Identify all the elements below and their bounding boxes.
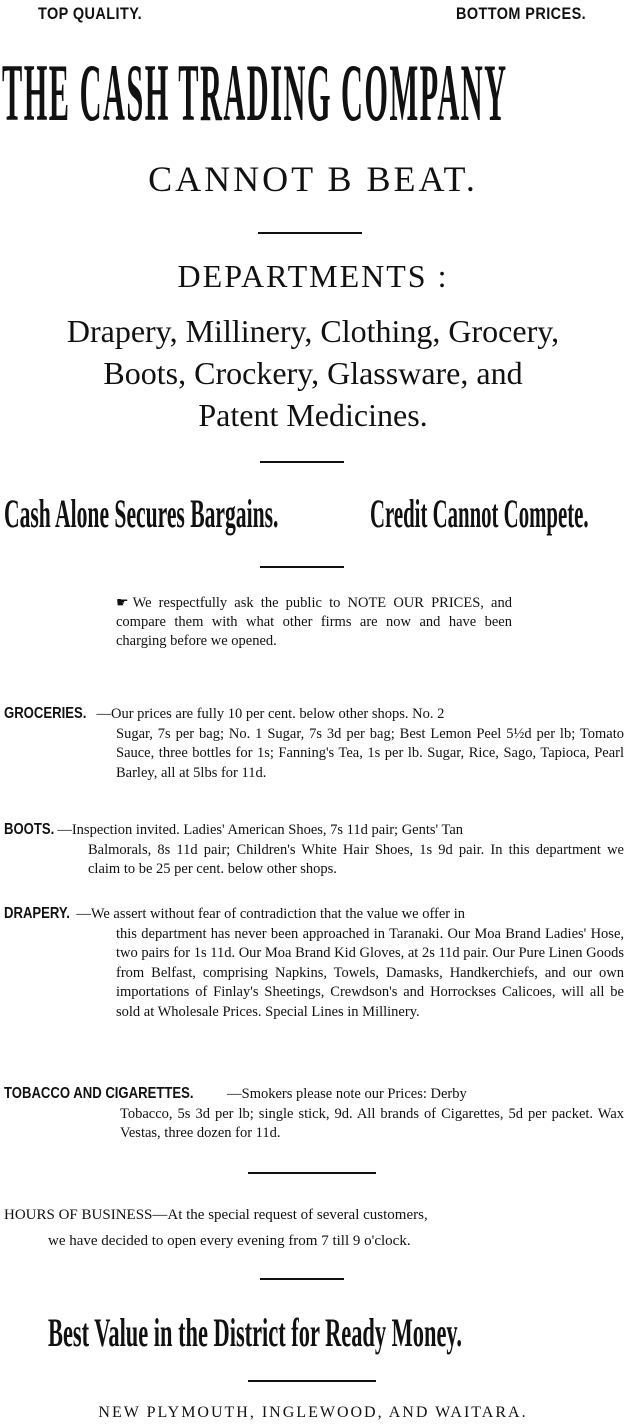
groceries-first-line: —Our prices are fully 10 per cent. below other shops. No. 2 <box>96 706 445 722</box>
towns-footer: NEW PLYMOUTH, INGLEWOOD, AND WAITARA. <box>98 1404 528 1421</box>
best-value-banner <box>0 1308 626 1358</box>
departments-line-1: Drapery, Millinery, Clothing, Grocery, <box>66 313 560 349</box>
divider <box>248 1380 376 1382</box>
drapery-body: this department has never been approached in Taranaki. Our Moa Brand Ladies' Hose, two pairs for 1s 11d. Our Moa Brand Kid Gloves, at 2s 11d pair. Our Pure Linen Goods from Belfast, comprising Napkins, Towels, Damasks, Handkerchiefs, and our own importations of Finlay's Sheetings, Crewdson's and Horrockses Calicoes, will all be sold at Wholesale Prices. Special Lines in Millinery. <box>116 925 624 1020</box>
departments-heading: DEPARTMENTS : <box>177 258 449 294</box>
divider <box>260 461 344 463</box>
top-quality-label: TOP QUALITY. <box>38 4 143 23</box>
departments-list <box>0 310 626 436</box>
top-banner <box>0 4 626 28</box>
tobacco-first-line: —Smokers please note our Prices: Derby <box>227 1086 467 1102</box>
boots-body: Balmorals, 8s 11d pair; Children's White Hair Shoes, 1s 9d pair. In this department we claim to be 25 per cent. below other shops. <box>88 841 624 877</box>
divider <box>260 566 344 568</box>
bottom-prices-label: BOTTOM PRICES. <box>455 4 586 23</box>
drapery-first-line: —We assert without fear of contradiction that the value we offer in <box>76 906 466 922</box>
boots-heading: BOOTS. <box>4 821 55 838</box>
pointing-hand-icon: ☛ <box>116 596 129 611</box>
notice-text: We respectfully ask the public to NOTE OUR PRICES, and compare them with what other firms are now and have been charging before we opened. <box>116 595 512 649</box>
tobacco-heading: TOBACCO AND CIGARETTES. <box>4 1085 194 1102</box>
boots-first-line: —Inspection invited. Ladies' American Shoes, 7s 11d pair; Gents' Tan <box>57 822 464 838</box>
divider <box>260 1278 344 1280</box>
notice-paragraph <box>116 594 512 651</box>
slogan-left: Cash Alone Secures Bargains. <box>4 491 279 536</box>
hours-line-2: we have decided to open every evening from 7 till 9 o'clock. <box>48 1233 411 1249</box>
divider <box>248 1172 376 1174</box>
departments-line-2: Boots, Crockery, Glassware, and <box>103 355 523 391</box>
groceries-section <box>4 704 624 783</box>
tobacco-body: Tobacco, 5s 3d per lb; single stick, 9d. All brands of Cigarettes, 5d per packet. Wax Vestas, three dozen for 11d. <box>120 1105 624 1141</box>
company-name: THE CASH TRADING COMPANY <box>2 47 508 138</box>
groceries-body: Sugar, 7s per bag; No. 1 Sugar, 7s 3d per bag; Best Lemon Peel 5½d per lb; Tomato Sauce, three bottles for 1s; Fanning's Tea, 1s per lb. Sugar, Rice, Sago, Tapioca, Pearl Barley, all at 5lbs for 11d. <box>116 725 624 781</box>
best-value-text: Best Value in the District for Ready Money. <box>48 1310 462 1355</box>
masthead <box>0 48 626 138</box>
boots-section <box>4 820 624 880</box>
hours-of-business <box>4 1202 624 1254</box>
divider <box>258 232 362 234</box>
tagline: CANNOT B BEAT. <box>148 159 478 199</box>
tobacco-section <box>4 1084 624 1144</box>
slogan <box>0 490 626 538</box>
slogan-right: Credit Cannot Compete. <box>370 491 589 536</box>
groceries-heading: GROCERIES. <box>4 705 87 722</box>
departments-line-3: Patent Medicines. <box>198 397 428 433</box>
drapery-section <box>4 904 624 1022</box>
hours-line-1: HOURS OF BUSINESS—At the special request of several customers, <box>4 1207 428 1223</box>
drapery-heading: DRAPERY. <box>4 905 70 922</box>
